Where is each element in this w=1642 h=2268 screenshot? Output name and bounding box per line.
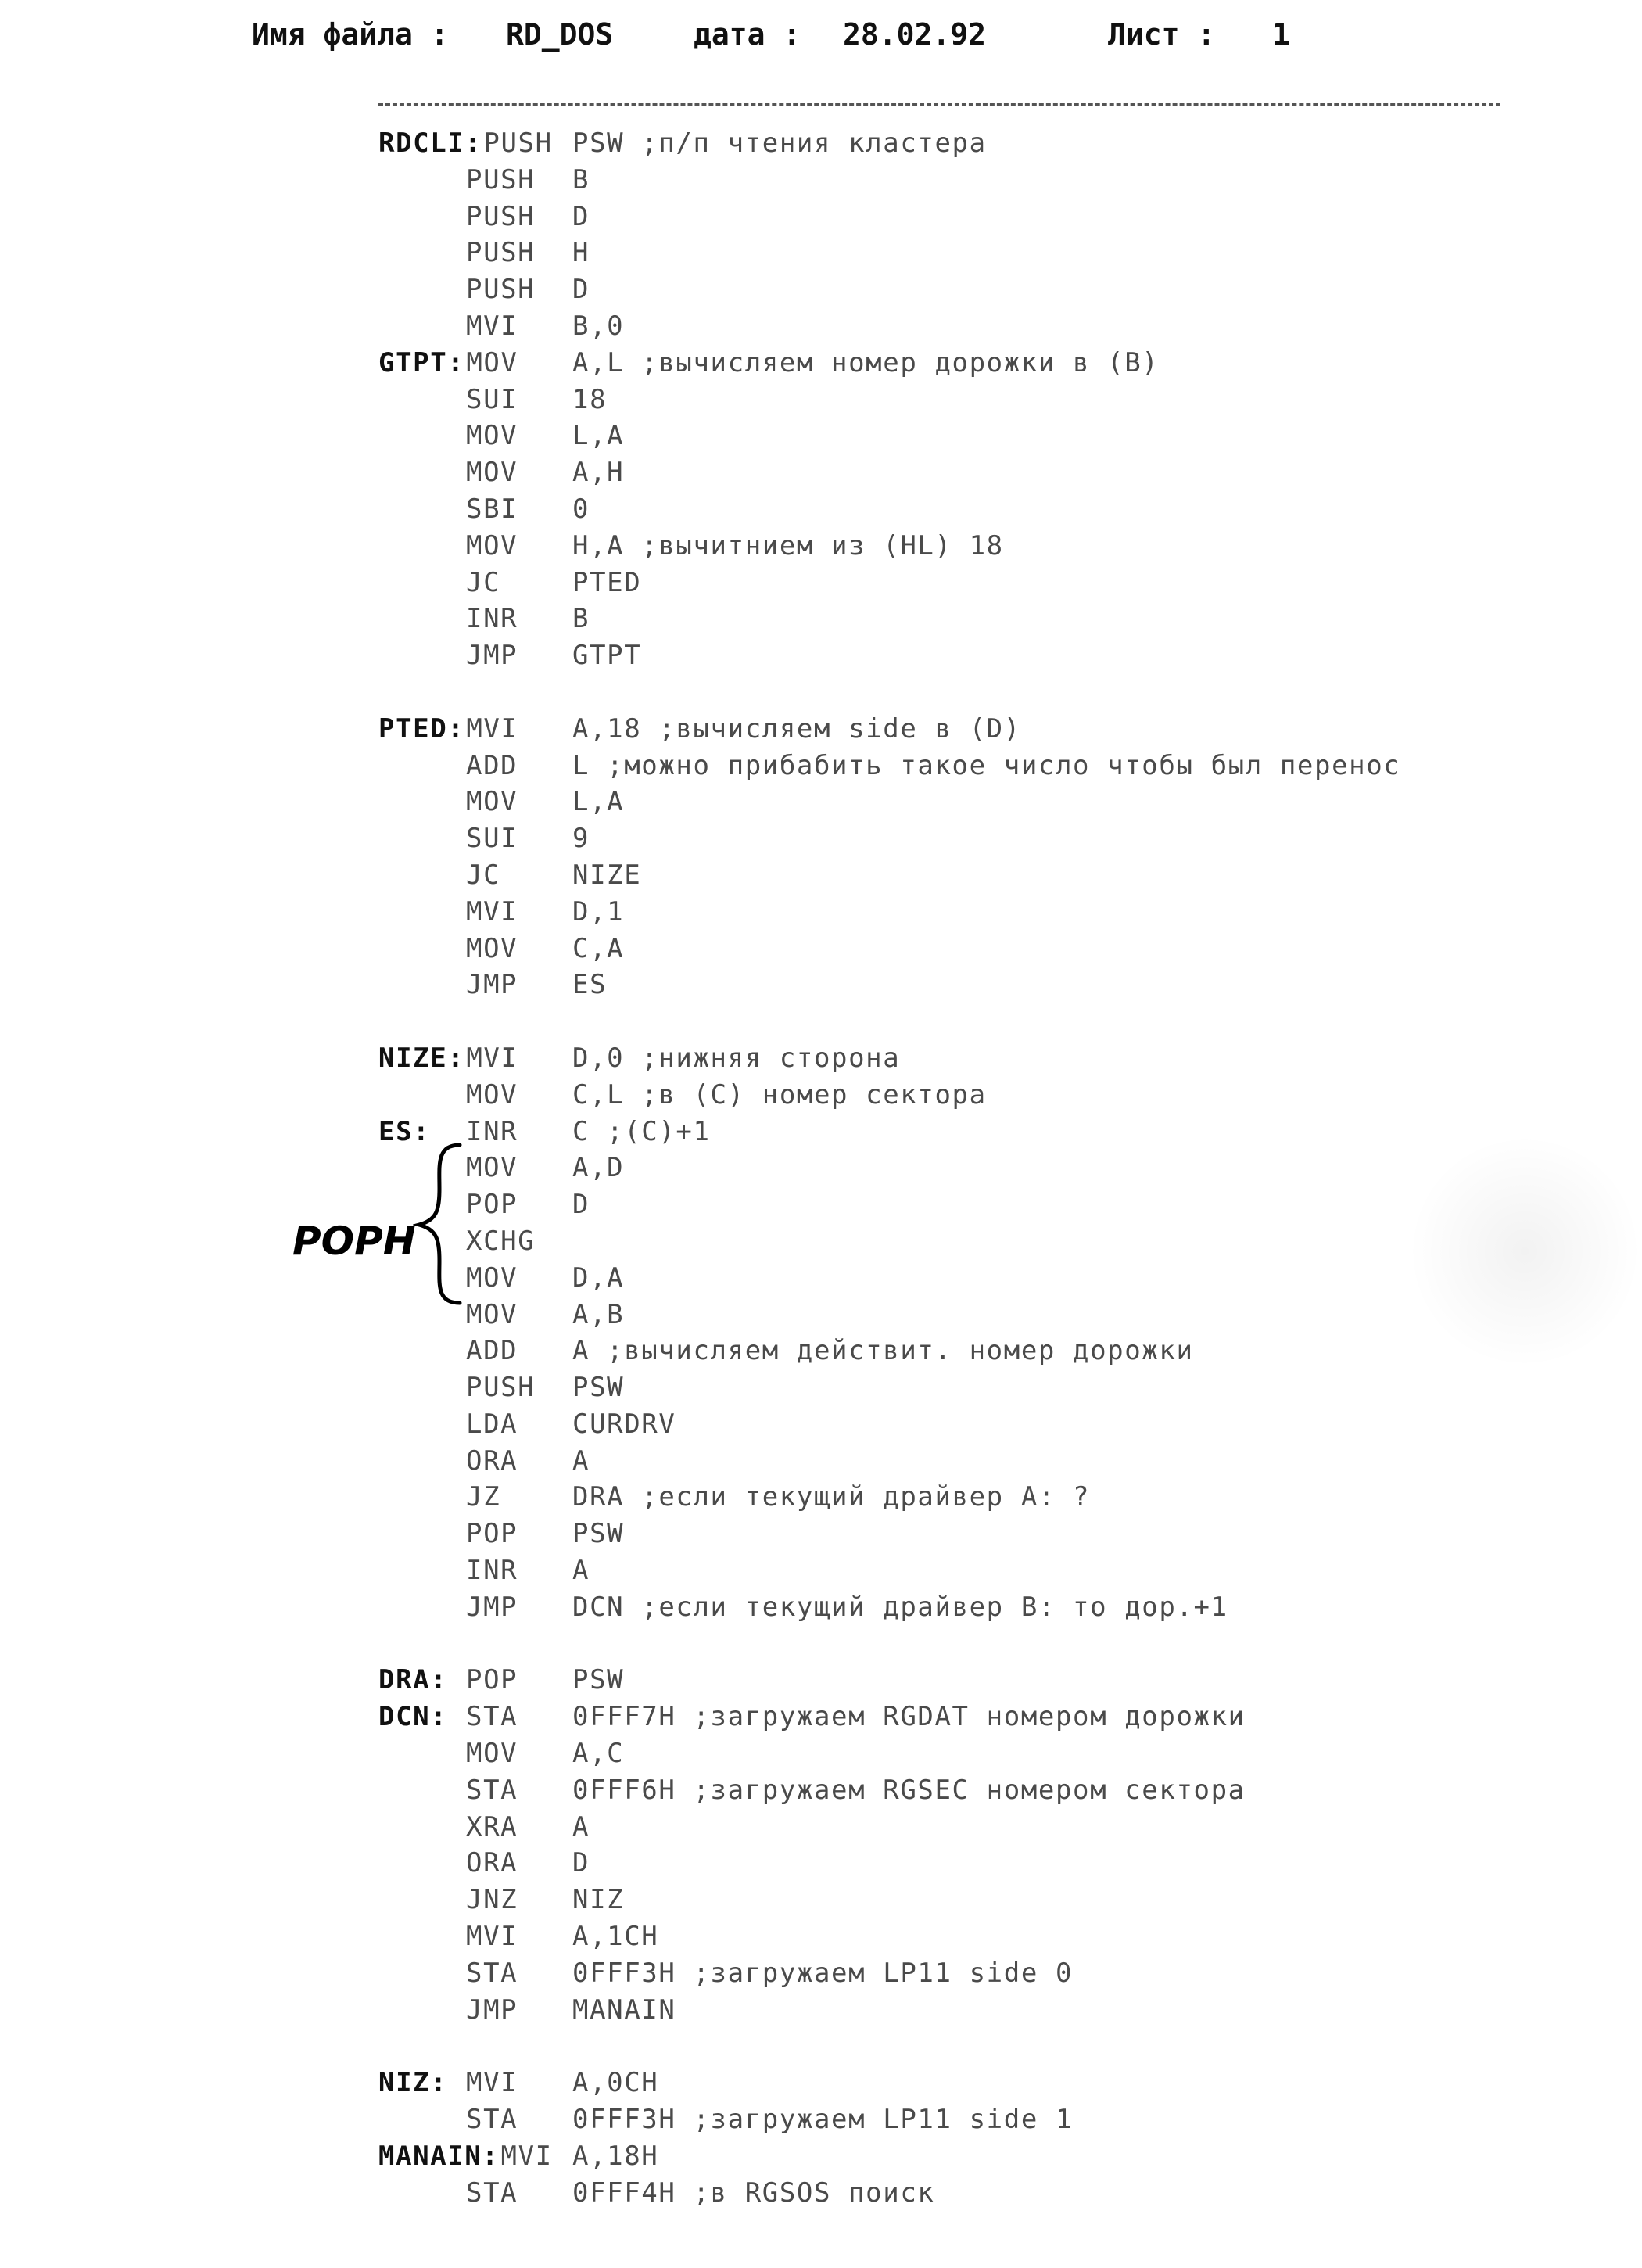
- code-line: [378, 637, 642, 674]
- code-line: [378, 1040, 901, 1077]
- code-operand: D,0 ;нижняя сторона: [572, 1042, 901, 1074]
- code-opcode: JMP: [466, 969, 518, 1001]
- code-operand: PTED: [572, 566, 642, 598]
- code-line: [378, 199, 590, 235]
- code-line: [378, 1992, 676, 2029]
- code-label: MANAIN:: [378, 2140, 500, 2172]
- code-operand: A,C: [572, 1738, 625, 1770]
- code-operand: A,18H: [572, 2140, 659, 2172]
- code-operand: A,D: [572, 1152, 625, 1184]
- code-opcode: PUSH: [466, 200, 536, 232]
- code-label: DCN:: [378, 1701, 448, 1733]
- code-opcode: ORA: [466, 1847, 518, 1879]
- code-opcode: INR: [466, 1115, 518, 1147]
- code-operand: 0FFF4H ;в RGSOS поиск: [572, 2176, 935, 2209]
- code-line: [378, 418, 625, 454]
- code-line: [378, 1077, 987, 1114]
- code-opcode: MVI: [500, 2140, 553, 2172]
- code-opcode: MOV: [466, 420, 518, 452]
- code-opcode: JNZ: [466, 1884, 518, 1916]
- code-line: [378, 454, 625, 491]
- code-line: [378, 1882, 625, 1918]
- code-operand: A,0CH: [572, 2067, 659, 2099]
- code-opcode: ADD: [466, 749, 518, 781]
- code-opcode: STA: [466, 1701, 518, 1733]
- code-opcode: JC: [466, 566, 501, 598]
- code-opcode: PUSH: [466, 163, 536, 196]
- separator-line: [378, 103, 1500, 106]
- code-label: NIZE:: [378, 1042, 465, 1074]
- code-line: [378, 2065, 659, 2101]
- code-line: [378, 528, 1004, 565]
- code-opcode: LDA: [466, 1408, 518, 1440]
- code-opcode: STA: [466, 2104, 518, 2136]
- code-opcode: ADD: [466, 1335, 518, 1367]
- code-line: [378, 1735, 625, 1772]
- code-line: [378, 1626, 500, 1663]
- code-line: [378, 748, 1401, 784]
- code-label: RDCLI:: [378, 127, 482, 159]
- code-operand: A: [572, 1555, 590, 1587]
- code-operand: 0FFF3H ;загружаем LP11 side 0: [572, 1957, 1074, 1989]
- code-operand: A,1CH: [572, 1921, 659, 1953]
- code-line: [378, 1809, 590, 1846]
- code-line: [378, 125, 987, 162]
- code-opcode: POP: [466, 1189, 518, 1221]
- code-line: [378, 1406, 676, 1443]
- code-line: [378, 1662, 625, 1699]
- code-operand: PSW: [572, 1372, 625, 1404]
- code-opcode: PUSH: [483, 127, 553, 159]
- code-line: [378, 565, 642, 601]
- code-line: [378, 1479, 1091, 1516]
- code-operand: D: [572, 1847, 590, 1879]
- code-operand: B,0: [572, 310, 625, 342]
- code-operand: C,A: [572, 932, 625, 964]
- code-operand: CURDRV: [572, 1408, 676, 1440]
- code-operand: ES: [572, 969, 608, 1001]
- file-name-value: RD_DOS: [506, 17, 614, 52]
- code-line: [378, 1516, 625, 1552]
- code-opcode: STA: [466, 1774, 518, 1806]
- code-operand: 0FFF7H ;загружаем RGDAT номером дорожки: [572, 1701, 1246, 1733]
- code-opcode: MOV: [466, 1078, 518, 1111]
- code-opcode: MOV: [466, 529, 518, 562]
- code-operand: NIZE: [572, 859, 642, 891]
- page-header: [252, 17, 1290, 64]
- code-line: [378, 2028, 500, 2065]
- code-opcode: MVI: [466, 310, 518, 342]
- code-opcode: MVI: [466, 1921, 518, 1953]
- code-label: GTPT:: [378, 346, 465, 379]
- code-operand: 0: [572, 493, 590, 525]
- code-opcode: SBI: [466, 493, 518, 525]
- code-line: [378, 1955, 1074, 1992]
- code-line: [378, 674, 500, 711]
- code-line: [378, 1772, 1246, 1809]
- code-line: [378, 235, 590, 271]
- code-operand: A,18 ;вычисляем side в (D): [572, 712, 1021, 745]
- date-label: дата :: [694, 17, 801, 52]
- code-opcode: MOV: [466, 1298, 518, 1330]
- code-operand: D: [572, 274, 590, 306]
- code-operand: A,L ;вычисляем номер дорожки в (B): [572, 346, 1160, 379]
- code-opcode: STA: [466, 2176, 518, 2209]
- code-operand: H: [572, 237, 590, 269]
- code-operand: B: [572, 163, 590, 196]
- code-opcode: MOV: [466, 932, 518, 964]
- code-operand: 0FFF3H ;загружаем LP11 side 1: [572, 2104, 1074, 2136]
- code-operand: C ;(C)+1: [572, 1115, 711, 1147]
- code-label: NIZ:: [378, 2067, 448, 2099]
- code-operand: B: [572, 603, 590, 635]
- code-line: [378, 2101, 1074, 2138]
- code-operand: D: [572, 200, 590, 232]
- code-opcode: MOV: [466, 1738, 518, 1770]
- code-opcode: MVI: [466, 2067, 518, 2099]
- code-opcode: INR: [466, 603, 518, 635]
- code-operand: A: [572, 1444, 590, 1477]
- code-opcode: MOV: [466, 786, 518, 818]
- code-line: [378, 1845, 590, 1882]
- code-line: [378, 820, 590, 857]
- code-operand: L,A: [572, 420, 625, 452]
- code-opcode: INR: [466, 1555, 518, 1587]
- code-opcode: SUI: [466, 823, 518, 855]
- code-opcode: POP: [466, 1664, 518, 1696]
- code-operand: PSW: [572, 1518, 625, 1550]
- code-line: [378, 894, 625, 931]
- code-operand: H,A ;вычитнием из (HL) 18: [572, 529, 1004, 562]
- code-line: [378, 1333, 1194, 1369]
- code-operand: A: [572, 1810, 590, 1843]
- code-operand: MANAIN: [572, 1993, 676, 2026]
- code-operand: L ;можно прибабить такое число чтобы был перенос: [572, 749, 1401, 781]
- handwritten-annotation: POPH: [292, 1218, 416, 1264]
- code-line: [378, 857, 642, 894]
- code-line: [378, 1003, 500, 1040]
- code-opcode: JC: [466, 859, 501, 891]
- code-line: [378, 1589, 1228, 1626]
- code-line: [378, 345, 1160, 382]
- code-line: [378, 1369, 625, 1406]
- code-opcode: JZ: [466, 1481, 501, 1513]
- code-operand: GTPT: [572, 640, 642, 672]
- code-operand: 9: [572, 823, 590, 855]
- code-operand: 0FFF6H ;загружаем RGSEC номером сектора: [572, 1774, 1246, 1806]
- code-opcode: JMP: [466, 1993, 518, 2026]
- code-operand: D,1: [572, 895, 625, 928]
- date-value: 28.02.92: [843, 17, 987, 52]
- code-line: [378, 2138, 659, 2175]
- code-line: [378, 711, 1021, 748]
- code-operand: NIZ: [572, 1884, 625, 1916]
- code-line: [378, 1443, 590, 1480]
- code-operand: D: [572, 1189, 590, 1221]
- code-operand: PSW ;п/п чтения кластера: [572, 127, 987, 159]
- code-label: DRA:: [378, 1664, 448, 1696]
- code-label: PTED:: [378, 712, 465, 745]
- code-line: [378, 162, 590, 199]
- code-opcode: MVI: [466, 1042, 518, 1074]
- code-line: [378, 382, 608, 418]
- code-opcode: XRA: [466, 1810, 518, 1843]
- code-operand: 18: [572, 383, 608, 415]
- sheet-value: 1: [1272, 17, 1290, 52]
- code-line: [378, 1552, 590, 1589]
- code-operand: A,H: [572, 457, 625, 489]
- code-line: [378, 2175, 935, 2212]
- code-opcode: STA: [466, 1957, 518, 1989]
- sheet-label: Лист :: [1108, 17, 1216, 52]
- code-opcode: JMP: [466, 640, 518, 672]
- code-operand: C,L ;в (C) номер сектора: [572, 1078, 987, 1111]
- code-opcode: MVI: [466, 712, 518, 745]
- file-name-label: Имя файла :: [252, 17, 449, 52]
- code-line: [378, 1699, 1246, 1735]
- code-line: [378, 271, 590, 308]
- code-operand: PSW: [572, 1664, 625, 1696]
- code-operand: D,A: [572, 1261, 625, 1294]
- code-line: [378, 967, 608, 1003]
- code-opcode: PUSH: [466, 274, 536, 306]
- code-line: [378, 601, 590, 637]
- code-opcode: MOV: [466, 346, 518, 379]
- code-opcode: MVI: [466, 895, 518, 928]
- code-opcode: PUSH: [466, 1372, 536, 1404]
- code-operand: L,A: [572, 786, 625, 818]
- code-opcode: JMP: [466, 1591, 518, 1623]
- code-operand: DRA ;если текущий драйвер A: ?: [572, 1481, 1091, 1513]
- code-label: ES:: [378, 1115, 431, 1147]
- code-operand: A ;вычисляем действит. номер дорожки: [572, 1335, 1194, 1367]
- code-opcode: XCHG: [466, 1225, 536, 1257]
- code-operand: DCN ;если текущий драйвер B: то дор.+1: [572, 1591, 1228, 1623]
- code-line: [378, 931, 625, 967]
- code-line: [378, 784, 625, 820]
- code-line: [378, 1918, 659, 1955]
- code-opcode: MOV: [466, 457, 518, 489]
- code-opcode: SUI: [466, 383, 518, 415]
- code-opcode: POP: [466, 1518, 518, 1550]
- code-opcode: PUSH: [466, 237, 536, 269]
- code-opcode: ORA: [466, 1444, 518, 1477]
- code-opcode: MOV: [466, 1152, 518, 1184]
- code-operand: A,B: [572, 1298, 625, 1330]
- code-opcode: MOV: [466, 1261, 518, 1294]
- curly-brace-icon: [413, 1142, 468, 1306]
- code-line: [378, 308, 625, 345]
- code-line: [378, 491, 590, 528]
